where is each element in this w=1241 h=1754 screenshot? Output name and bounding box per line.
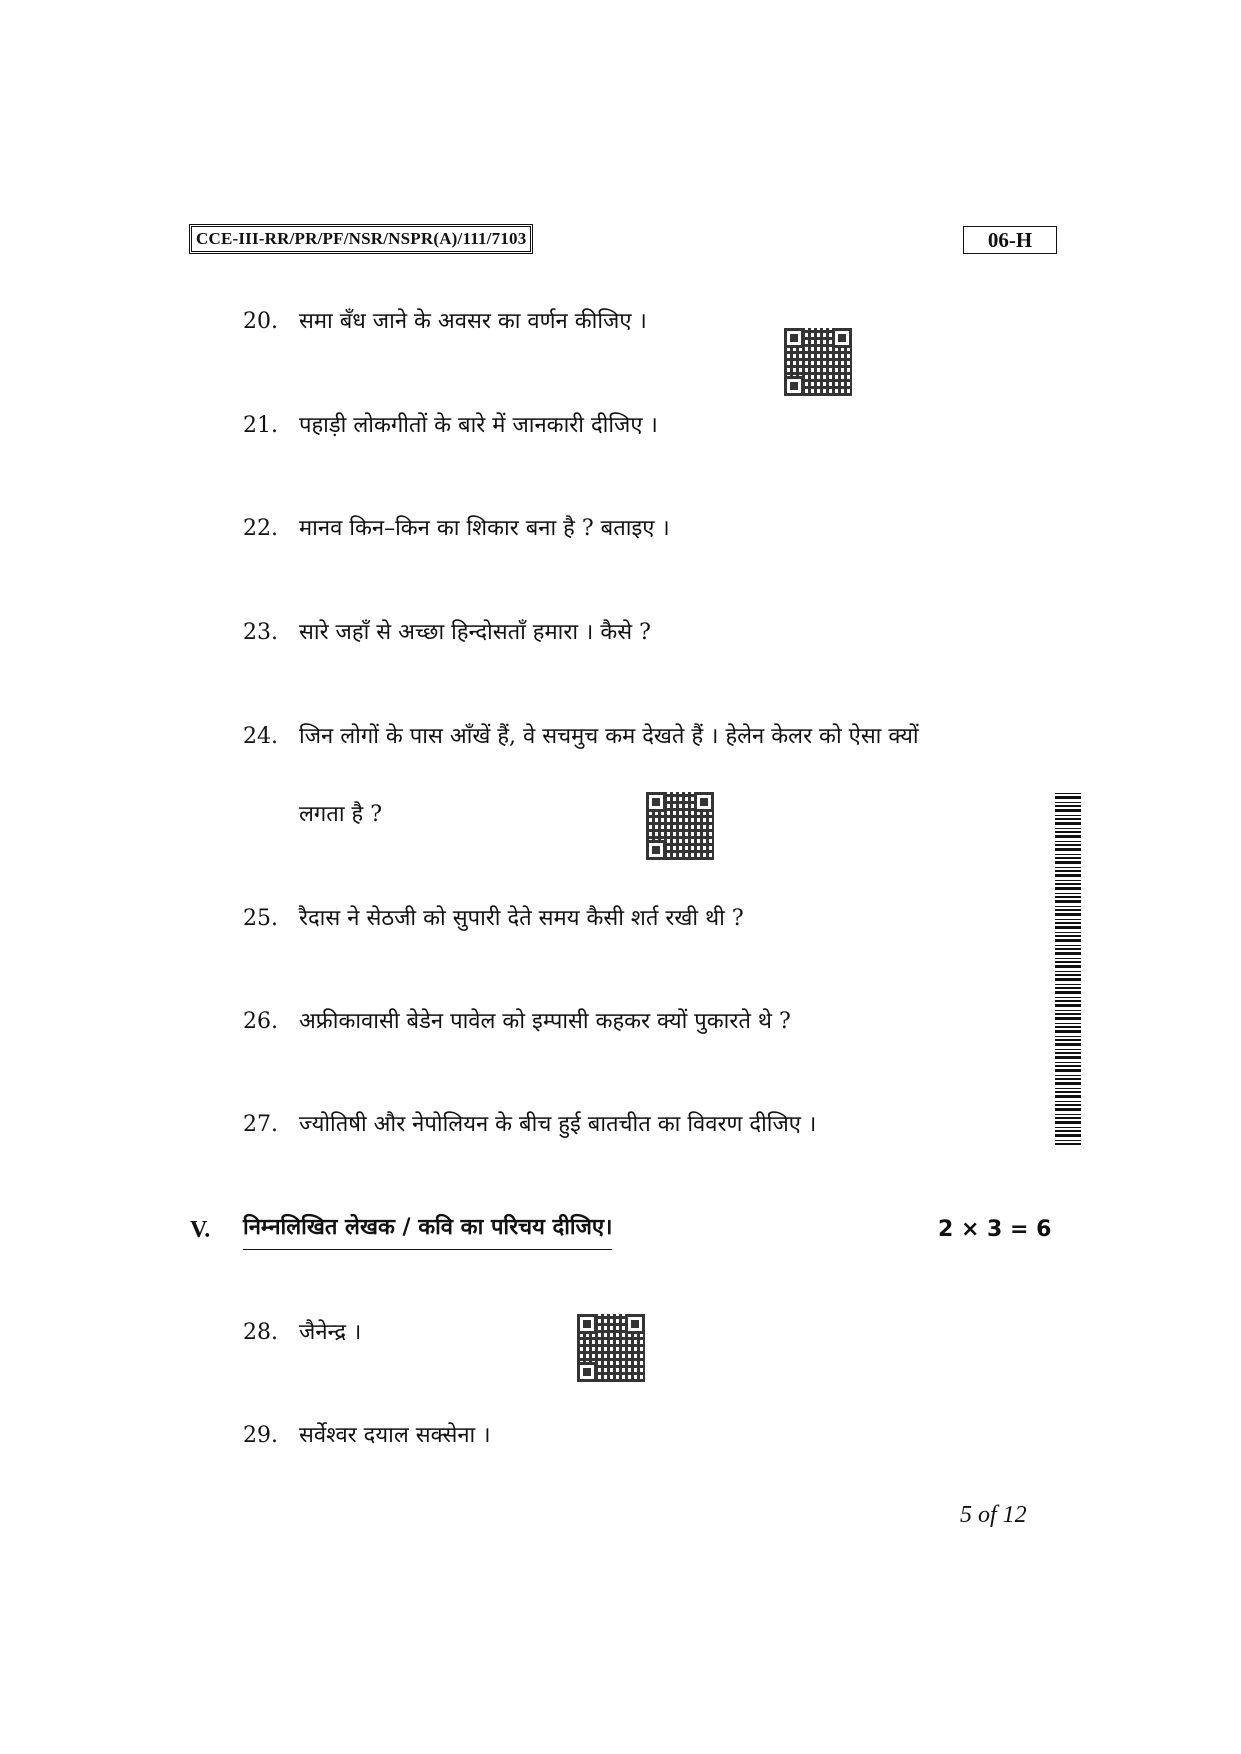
qr-finder-icon xyxy=(625,1314,645,1334)
question-text: सर्वेश्वर दयाल सक्सेना । xyxy=(299,1423,491,1448)
question-29 xyxy=(243,1421,491,1451)
question-text: अफ्रीकावासी बेडेन पावेल को इम्पासी कहकर क्यों पुकारते थे ? xyxy=(299,1009,791,1034)
qr-finder-icon xyxy=(577,1314,597,1334)
qr-finder-icon xyxy=(694,792,714,812)
question-24-continuation: लगता है ? xyxy=(299,802,383,827)
section-title: निम्नलिखित लेखक / कवि का परिचय दीजिए। xyxy=(243,1213,612,1250)
question-number: 27. xyxy=(243,1112,278,1137)
question-text: सारे जहाँ से अच्छा हिन्दोसताँ हमारा । कैसे ? xyxy=(299,620,651,645)
paper-code: CCE-III-RR/PR/PF/NSR/NSPR(A)/111/7103 xyxy=(191,226,531,252)
qr-code-icon xyxy=(577,1314,645,1382)
question-text: जिन लोगों के पास आँखें हैं, वे सचमुच कम देखते हैं । हेलेन केलर को ऐसा क्यों xyxy=(299,724,919,749)
qr-finder-icon xyxy=(784,328,804,348)
question-26 xyxy=(243,1007,791,1037)
question-21 xyxy=(243,411,658,441)
question-number: 22. xyxy=(243,516,278,541)
question-23 xyxy=(243,618,651,648)
barcode-icon xyxy=(1055,793,1081,1145)
qr-code-icon xyxy=(784,328,852,396)
question-28 xyxy=(243,1318,361,1348)
question-number: 25. xyxy=(243,906,278,931)
question-text: ज्योतिषी और नेपोलियन के बीच हुई बातचीत का विवरण दीजिए । xyxy=(299,1112,817,1137)
qr-finder-icon xyxy=(577,1362,597,1382)
question-number: 28. xyxy=(243,1320,278,1345)
page-number: 5 of 12 xyxy=(960,1502,1027,1528)
question-number: 23. xyxy=(243,620,278,645)
qr-finder-icon xyxy=(646,792,666,812)
question-number: 21. xyxy=(243,413,278,438)
subject-code: 06-H xyxy=(963,226,1057,254)
question-27 xyxy=(243,1110,816,1140)
section-label: V. xyxy=(190,1217,211,1243)
question-number: 29. xyxy=(243,1423,278,1448)
question-number: 26. xyxy=(243,1009,278,1034)
question-text: रैदास ने सेठजी को सुपारी देते समय कैसी शर्त रखी थी ? xyxy=(299,906,744,931)
question-22 xyxy=(243,514,670,544)
question-text: समा बँध जाने के अवसर का वर्णन कीजिए । xyxy=(299,309,647,334)
question-20 xyxy=(243,307,647,337)
question-24 xyxy=(243,722,919,752)
qr-finder-icon xyxy=(784,376,804,396)
question-text: मानव किन–किन का शिकार बना है ? बताइए । xyxy=(299,516,670,541)
qr-code-icon xyxy=(646,792,714,860)
question-number: 24. xyxy=(243,724,278,749)
question-text: जैनेन्द्र । xyxy=(299,1320,362,1345)
question-text: पहाड़ी लोकगीतों के बारे में जानकारी दीजिए । xyxy=(299,413,658,438)
qr-finder-icon xyxy=(646,840,666,860)
section-marks: 2 × 3 = 6 xyxy=(938,1217,1052,1242)
question-25 xyxy=(243,904,744,934)
question-number: 20. xyxy=(243,309,278,334)
qr-finder-icon xyxy=(832,328,852,348)
